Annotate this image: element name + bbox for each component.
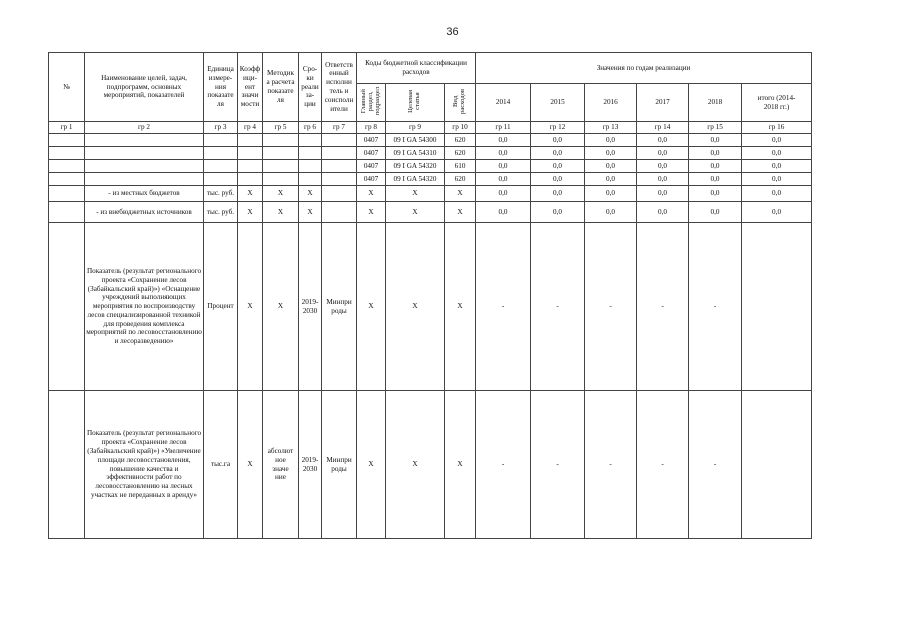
column-number: гр 8 [357, 122, 386, 134]
funding-source-row [49, 186, 812, 202]
header-values-by-year: Значения по годам реализации [476, 53, 812, 84]
value-cell: 0,0 [531, 173, 585, 186]
column-number: гр 11 [476, 122, 531, 134]
indicator-article: X [386, 223, 445, 391]
source-unit: тыс. руб. [204, 202, 238, 223]
source-section: X [357, 202, 386, 223]
column-number: гр 10 [445, 122, 476, 134]
source-type: X [445, 186, 476, 202]
source-method: X [263, 186, 299, 202]
value-cell: 0,0 [742, 202, 812, 223]
value-cell: 0,0 [476, 134, 531, 147]
code-row [49, 173, 812, 186]
value-cell: 0,0 [742, 134, 812, 147]
code-article: 09 I GA 54310 [386, 147, 445, 160]
value-cell: - [585, 223, 637, 391]
indicator-method: абсолют ное значе ние [263, 391, 299, 539]
source-article: X [386, 186, 445, 202]
value-cell: 0,0 [476, 186, 531, 202]
value-cell: 0,0 [689, 186, 742, 202]
column-number: гр 14 [637, 122, 689, 134]
value-cell: 0,0 [637, 173, 689, 186]
value-cell: 0,0 [585, 134, 637, 147]
value-cell: 0,0 [476, 160, 531, 173]
source-unit: тыс. руб. [204, 186, 238, 202]
indicator-type: X [445, 391, 476, 539]
code-type: 620 [445, 134, 476, 147]
value-cell: 0,0 [689, 160, 742, 173]
source-article: X [386, 202, 445, 223]
value-cell: 0,0 [531, 186, 585, 202]
value-cell: - [531, 223, 585, 391]
indicator-coef: X [238, 391, 263, 539]
code-section: 0407 [357, 173, 386, 186]
value-cell: 0,0 [531, 134, 585, 147]
code-row [49, 147, 812, 160]
value-cell: - [476, 391, 531, 539]
source-term: X [299, 186, 322, 202]
value-cell: - [531, 391, 585, 539]
indicator-article: X [386, 391, 445, 539]
value-cell: 0,0 [476, 147, 531, 160]
header-year: 2016 [585, 84, 637, 122]
column-number: гр 6 [299, 122, 322, 134]
value-cell: - [585, 391, 637, 539]
column-number: гр 16 [742, 122, 812, 134]
indicator-executor: Минпри роды [322, 391, 357, 539]
column-numbers-row [49, 122, 812, 134]
source-method: X [263, 202, 299, 223]
indicator-section: X [357, 391, 386, 539]
indicator-row [49, 391, 812, 539]
value-cell: 0,0 [585, 186, 637, 202]
code-article: 09 I GA 54300 [386, 134, 445, 147]
value-cell: 0,0 [585, 160, 637, 173]
value-cell: 0,0 [689, 147, 742, 160]
header-term: Сро- ки реали за- ции [299, 53, 322, 122]
value-cell: - [689, 223, 742, 391]
value-cell: 0,0 [585, 173, 637, 186]
value-cell: 0,0 [531, 147, 585, 160]
value-cell: 0,0 [742, 160, 812, 173]
column-number: гр 15 [689, 122, 742, 134]
header-unit: Единица измере- ния показате ля [204, 53, 238, 122]
column-number: гр 2 [85, 122, 204, 134]
indicator-method: X [263, 223, 299, 391]
value-cell: 0,0 [637, 202, 689, 223]
value-cell: 0,0 [476, 173, 531, 186]
header-row-1 [49, 53, 812, 84]
indicator-type: X [445, 223, 476, 391]
column-number: гр 5 [263, 122, 299, 134]
value-cell: 0,0 [689, 202, 742, 223]
column-number: гр 13 [585, 122, 637, 134]
column-number: гр 4 [238, 122, 263, 134]
value-cell: - [689, 391, 742, 539]
page-number: 36 [446, 26, 459, 38]
value-cell: 0,0 [637, 134, 689, 147]
code-article: 09 I GA 54320 [386, 173, 445, 186]
header-executor: Ответств енный исполни тель и соисполн ители [322, 53, 357, 122]
source-coef: X [238, 202, 263, 223]
value-cell: 0,0 [476, 202, 531, 223]
code-section: 0407 [357, 147, 386, 160]
value-cell: 0,0 [689, 134, 742, 147]
value-cell: 0,0 [689, 173, 742, 186]
header-budget-codes: Коды бюджетной классификации расходов [357, 53, 476, 84]
value-cell: - [637, 391, 689, 539]
indicator-term: 2019- 2030 [299, 391, 322, 539]
header-total: итого (2014- 2018 гг.) [742, 84, 812, 122]
value-cell: 0,0 [742, 147, 812, 160]
source-name: - из внебюджетных источников [85, 202, 204, 223]
code-row [49, 160, 812, 173]
value-cell: 0,0 [585, 202, 637, 223]
source-name: - из местных бюджетов [85, 186, 204, 202]
indicator-coef: X [238, 223, 263, 391]
header-year: 2017 [637, 84, 689, 122]
code-section: 0407 [357, 160, 386, 173]
indicator-unit: Процент [204, 223, 238, 391]
value-cell: 0,0 [531, 160, 585, 173]
indicator-unit: тыс.га [204, 391, 238, 539]
code-section: 0407 [357, 134, 386, 147]
indicator-row [49, 223, 812, 391]
indicator-section: X [357, 223, 386, 391]
indicator-term: 2019- 2030 [299, 223, 322, 391]
column-number: гр 7 [322, 122, 357, 134]
header-year: 2014 [476, 84, 531, 122]
header-code-section: Главный раздел, подраздел [357, 84, 386, 122]
code-type: 610 [445, 160, 476, 173]
code-type: 620 [445, 147, 476, 160]
indicator-executor: Минпри роды [322, 223, 357, 391]
value-cell [742, 223, 812, 391]
value-cell: 0,0 [742, 186, 812, 202]
funding-source-row [49, 202, 812, 223]
value-cell: 0,0 [585, 147, 637, 160]
source-coef: X [238, 186, 263, 202]
column-number: гр 12 [531, 122, 585, 134]
header-code-type: Вид расходов [445, 84, 476, 122]
value-cell: 0,0 [637, 160, 689, 173]
value-cell: 0,0 [531, 202, 585, 223]
indicator-name: Показатель (результат регионального проекта «Сохранение лесов (Забайкальский край)») «Оснащение учреждений выполняющих мероприятия по воспроизводству лесов специализированной техникой для проведения комплекса мероприятий по лесовосстановлению и лесоразведению» [85, 223, 204, 391]
value-cell: 0,0 [637, 186, 689, 202]
column-number: гр 9 [386, 122, 445, 134]
code-type: 620 [445, 173, 476, 186]
code-article: 09 I GA 54320 [386, 160, 445, 173]
header-method: Методик а расчета показате ля [263, 53, 299, 122]
header-num: № [49, 53, 85, 122]
value-cell: 0,0 [637, 147, 689, 160]
header-year: 2018 [689, 84, 742, 122]
budget-table [48, 52, 812, 539]
value-cell: - [637, 223, 689, 391]
source-section: X [357, 186, 386, 202]
source-type: X [445, 202, 476, 223]
value-cell: 0,0 [742, 173, 812, 186]
column-number: гр 1 [49, 122, 85, 134]
header-name: Наименование целей, задач, подпрограмм, основных мероприятий, показателей [85, 53, 204, 122]
value-cell: - [476, 223, 531, 391]
value-cell [742, 391, 812, 539]
header-code-article: Целевая статья [386, 84, 445, 122]
header-year: 2015 [531, 84, 585, 122]
source-term: X [299, 202, 322, 223]
code-row [49, 134, 812, 147]
header-coef: Коэфф ици- ент значи мости [238, 53, 263, 122]
column-number: гр 3 [204, 122, 238, 134]
indicator-name: Показатель (результат регионального проекта «Сохранение лесов (Забайкальский край)») «Увеличение площади лесовосстановления, повышение качества и эффективности работ по лесовосстановлению на лесных участках не переданных в аренду» [85, 391, 204, 539]
